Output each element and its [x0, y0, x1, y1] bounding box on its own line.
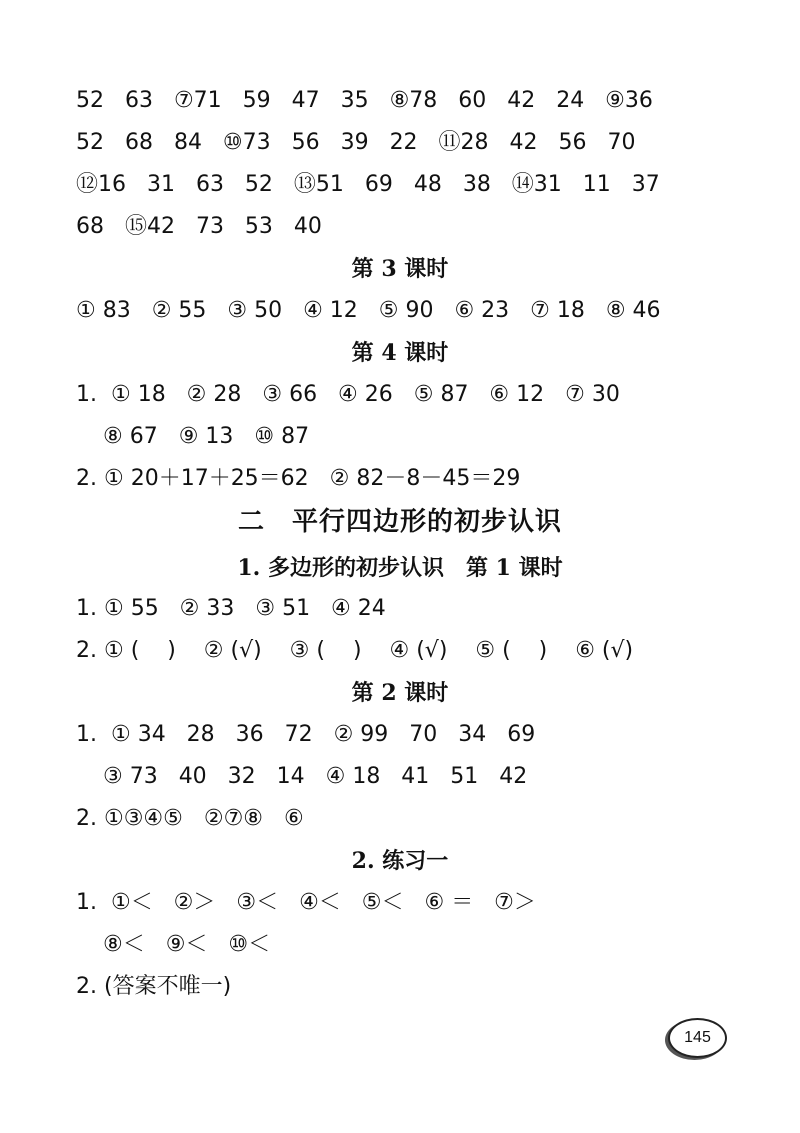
section2-line-2: ⑧＜ ⑨＜ ⑩＜ [103, 932, 271, 957]
lesson3-answers: ① 83 ② 55 ③ 50 ④ 12 ⑤ 90 ⑥ 23 ⑦ 18 ⑧ 46 [76, 298, 661, 323]
section2-title: 2. 练习一 [351, 848, 449, 874]
lesson4-line-1: 1. ① 18 ② 28 ③ 66 ④ 26 ⑤ 87 ⑥ 12 ⑦ 30 [76, 382, 620, 407]
section1-line-1: 1. ① 55 ② 33 ③ 51 ④ 24 [76, 596, 386, 621]
section2-line-1: 1. ①＜ ②＞ ③＜ ④＜ ⑤＜ ⑥ ＝ ⑦＞ [76, 890, 536, 915]
lesson2-line-3: 2. ①③④⑤ ②⑦⑧ ⑥ [76, 806, 304, 831]
section1-line-2: 2. ① ( ) ② (√) ③ ( ) ④ (√) ⑤ ( ) ⑥ (√) [76, 638, 634, 663]
answer-line-4: 68 ⑮42 73 53 40 [76, 214, 322, 239]
lesson4-line-3: 2. ① 20＋17＋25＝62 ② 82－8－45＝29 [76, 466, 521, 491]
answer-line-3: ⑫16 31 63 52 ⑬51 69 48 38 ⑭31 11 37 [76, 172, 660, 197]
answer-line-2: 52 68 84 ⑩73 56 39 22 ⑪28 42 56 70 [76, 130, 636, 155]
lesson3-heading: 第 3 课时 [351, 256, 449, 282]
section1-title: 1. 多边形的初步认识 第 1 课时 [237, 555, 563, 581]
page-number: 145 [668, 1018, 727, 1058]
lesson2-heading: 第 2 课时 [351, 680, 449, 706]
lesson2-line-1: 1. ① 34 28 36 72 ② 99 70 34 69 [76, 722, 536, 747]
section2-line-3: 2. (答案不唯一) [76, 974, 232, 999]
answer-line-1: 52 63 ⑦71 59 47 35 ⑧78 60 42 24 ⑨36 [76, 88, 653, 113]
chapter-title: 二 平行四边形的初步认识 [237, 507, 562, 537]
lesson2-line-2: ③ 73 40 32 14 ④ 18 41 51 42 [103, 764, 528, 789]
lesson4-heading: 第 4 课时 [351, 340, 449, 366]
lesson4-line-2: ⑧ 67 ⑨ 13 ⑩ 87 [103, 424, 310, 449]
